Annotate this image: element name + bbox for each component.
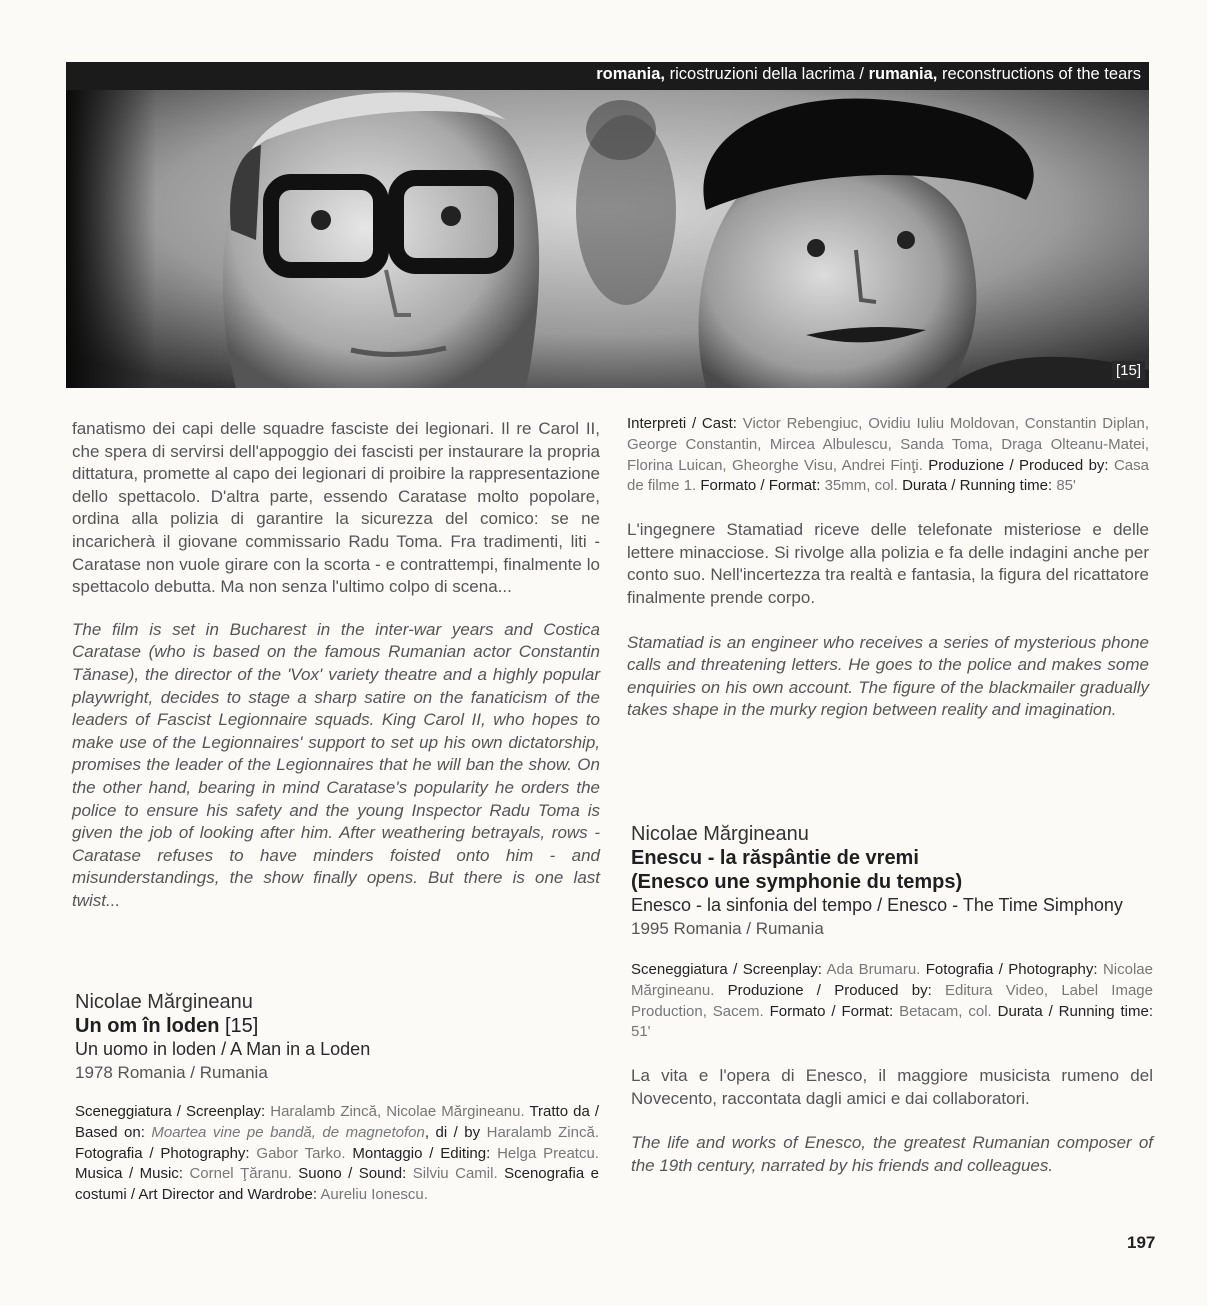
section-header-title <box>596 65 1141 84</box>
header-it-bold: romania, <box>596 65 666 83</box>
header-en-rest: reconstructions of the tears <box>937 65 1141 83</box>
film-synopsis-italian: La vita e l'opera di Enesco, il maggiore musicista rumeno del Novecento, raccontata dagli amici e dai collaboratori. <box>631 1066 1153 1108</box>
film-title-text: Un om în loden <box>75 1015 220 1037</box>
film-alt-title: Enesco - la sinfonia del tempo / Enesco - The Time Simphony <box>631 895 1123 915</box>
film-year-country: 1978 Romania / Rumania <box>75 1063 268 1082</box>
film-entry-enescu <box>631 822 1153 1178</box>
synopsis-italian-text: fanatismo dei capi delle squadre fasciste dei legionari. Il re Carol II, che spera di servirsi dell'appoggio dei fascisti per instaurare la propria dittatura, promette al capo dei legionari di proibire la rappresentazione dello spettacolo. D'altra parte, essendo Caratase molto popolare, ordina alla polizia di garantire la sicurezza del comico: se ne incaricherà il giovane commissario Radu Toma. Fra tradimenti, liti - Caratase non vuole girare con la scorta - e contrattempi, finalmente lo spettacolo debutta. Ma non senza l'ultimo colpo di scena... <box>72 419 600 597</box>
header-en-bold: rumania, <box>868 65 938 83</box>
photo-caption: [15] <box>1112 361 1145 380</box>
right-column-upper <box>627 414 1149 722</box>
film-still-photo <box>66 90 1149 388</box>
film-title-line-1: Enescu - la răspântie de vremi <box>631 847 919 869</box>
header-it-rest: ricostruzioni della lacrima / <box>665 65 869 83</box>
film-alt-title: Un uomo in loden / A Man in a Loden <box>75 1039 371 1059</box>
film-credits: Sceneggiatura / Screenplay: Ada Brumaru. Fotografia / Photography: Nicolae Mărgineanu. Produzione / Produced by: Editura Video, Label Image Production, Sacem. Formato / Format: Betacam, col. Durata / Running time: 51' <box>631 961 1153 1041</box>
film-synopsis-english: Stamatiad is an engineer who receives a series of mysterious phone calls and threatening letters. He goes to the police and makes some enquiries on his own account. The figure of the blackmailer gradually takes shape in the murky region between reality and imagination. <box>627 632 1149 720</box>
film-still-image <box>66 90 1149 388</box>
film-synopsis-english: The life and works of Enesco, the greatest Rumanian composer of the 19th century, narrated by his friends and colleagues. <box>631 1133 1153 1175</box>
film-entry-un-om-in-loden <box>75 990 599 1206</box>
page-number: 197 <box>1127 1233 1156 1252</box>
section-header-band <box>66 62 1149 90</box>
film-year-country: 1995 Romania / Rumania <box>631 919 824 938</box>
film-synopsis-italian: L'ingegnere Stamatiad riceve delle telefonate misteriose e delle lettere minacciose. Si rivolge alla polizia e fa delle indagini anche per conto suo. Nell'incertezza tra realtà e fantasia, la figura del ricattatore finalmente prende corpo. <box>627 520 1149 607</box>
film-director: Nicolae Mărgineanu <box>631 823 809 845</box>
film-director: Nicolae Mărgineanu <box>75 991 253 1013</box>
film-title-line-2: (Enesco une symphonie du temps) <box>631 871 963 893</box>
synopsis-english-text: The film is set in Bucharest in the inter-war years and Costica Caratase (who is based on the famous Rumanian actor Constantin Tănase), the director of the 'Vox' variety theatre and a highly popular playwright, decides to stage a sharp satire on the fanaticism of the leaders of Fascist Legionnaire squads. King Carol II, who hopes to make use of the Legionnaires' support to set up his own dictatorship, promises the leader of the Legionnaires that he will ban the show. On the other hand, bearing in mind Caratase's popularity he orders the police to ensure his safety and the young Inspector Radu Toma is given the job of looking after him. After weathering betrayals, rows - Caratase refuses to have minders foisted onto him - and misunderstandings, the show finally opens. But there is one last twist... <box>72 619 600 910</box>
left-column-upper <box>72 418 600 912</box>
film-title <box>75 1014 599 1038</box>
film-credits: Sceneggiatura / Screenplay: Haralamb Zincă, Nicolae Mărgineanu. Tratto da / Based on: Moartea vine pe bandă, de magnetofon, di / by Haralamb Zincă. Fotografia / Photography: Gabor Tarko. Montaggio / Editing: Helga Preatcu. Musica / Music: Cornel Ţăranu. Suono / Sound: Silviu Camil. Scenografia e costumi / Art Director and Wardrobe: Aureliu Ionescu. <box>75 1103 599 1204</box>
film-title-number: [15] <box>219 1015 259 1037</box>
film-credits-continued: Interpreti / Cast: Victor Rebengiuc, Ovidiu Iuliu Moldovan, Constantin Diplan, George Constantin, Mircea Albulescu, Sanda Toma, Draga Olteanu-Matei, Florina Luican, Gheorghe Visu, Andrei Finţi. Produzione / Produced by: Casa de filme 1. Formato / Format: 35mm, col. Durata / Running time: 85' <box>627 415 1149 495</box>
